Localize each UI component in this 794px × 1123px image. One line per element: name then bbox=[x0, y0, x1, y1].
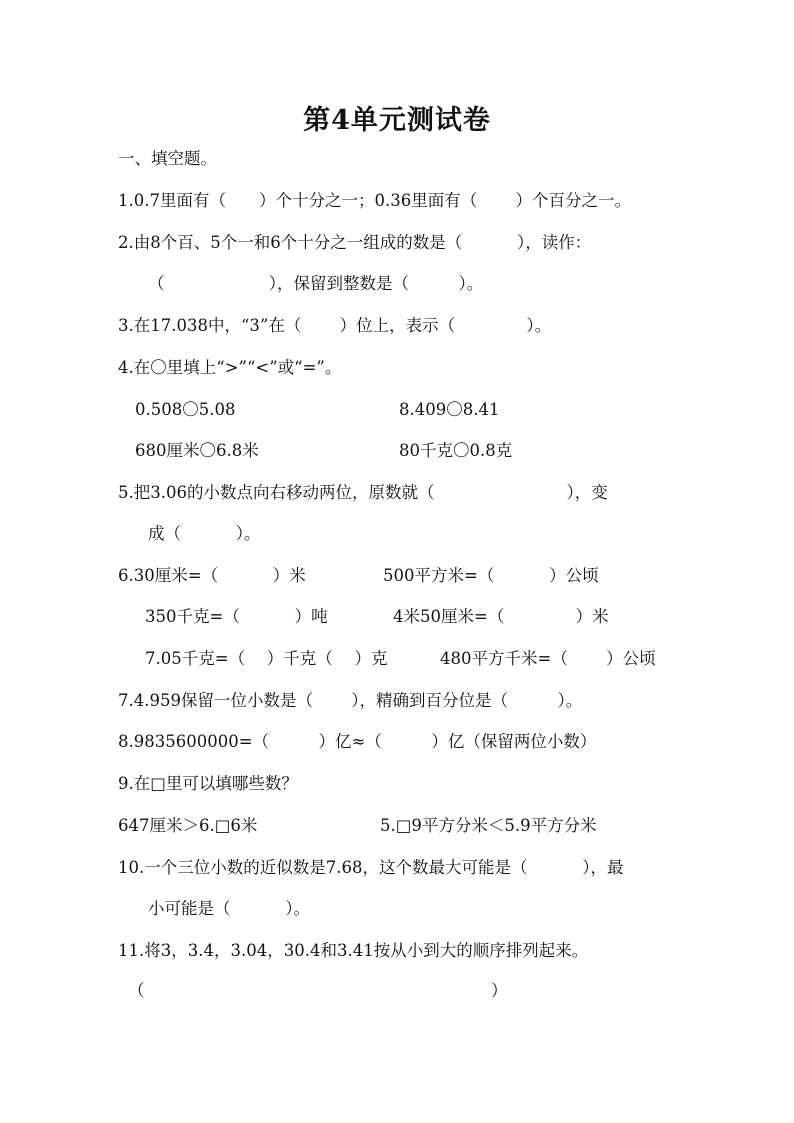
question-6-item: 500平方米=（ ）公顷 bbox=[383, 566, 599, 585]
question-8: 8.9835600000=（ ）亿≈（ ）亿（保留两位小数） bbox=[118, 732, 597, 751]
question-4-item: 0.508〇5.08 bbox=[135, 400, 236, 419]
question-6-item: 350千克=（ ）吨 bbox=[145, 607, 328, 626]
question-1: 1.0.7里面有（ ）个十分之一；0.36里面有（ ）个百分之一。 bbox=[118, 191, 631, 210]
question-4-item: 80千克〇0.8克 bbox=[399, 441, 513, 460]
question-3: 3.在17.038中，“3”在（ ）位上，表示（ ）。 bbox=[118, 316, 552, 335]
question-7: 7.4.959保留一位小数是（ ），精确到百分位是（ ）。 bbox=[118, 691, 583, 710]
question-9: 9.在□里可以填哪些数？ bbox=[118, 774, 298, 793]
question-6-item: 7.05千克=（ ）千克（ ）克 bbox=[145, 649, 388, 668]
question-10-line-1: 10.一个三位小数的近似数是7.68，这个数最大可能是（ ），最 bbox=[118, 858, 624, 877]
question-5-line-2: 成（ ）。 bbox=[148, 524, 261, 543]
question-6-item: 6.30厘米=（ ）米 bbox=[118, 566, 306, 585]
page-title: 第4单元测试卷 bbox=[303, 105, 491, 136]
answer-blank: （ ） bbox=[128, 981, 508, 1000]
question-5-line-1: 5.把3.06的小数点向右移动两位，原数就（ ），变 bbox=[118, 483, 608, 502]
question-9-item: 5.□9平方分米＜5.9平方分米 bbox=[380, 816, 597, 835]
question-4: 4.在〇里填上“>”“<”或“=”。 bbox=[118, 358, 342, 377]
question-10-line-2: 小可能是（ ）。 bbox=[148, 899, 310, 918]
question-6-item: 480平方千米=（ ）公顷 bbox=[440, 649, 656, 668]
question-9-item: 647厘米＞6.□6米 bbox=[118, 816, 258, 835]
section-heading: 一、填空题。 bbox=[118, 149, 217, 168]
question-4-item: 680厘米〇6.8米 bbox=[135, 441, 259, 460]
question-4-item: 8.409〇8.41 bbox=[399, 400, 500, 419]
question-2-line-1: 2.由8个百、5个一和6个十分之一组成的数是（ ），读作： bbox=[118, 233, 592, 252]
question-11: 11.将3，3.4，3.04，30.4和3.41按从小到大的顺序排列起来。 bbox=[118, 941, 589, 960]
question-6-item: 4米50厘米=（ ）米 bbox=[393, 607, 609, 626]
question-2-line-2: （ ），保留到整数是（ ）。 bbox=[148, 274, 484, 293]
